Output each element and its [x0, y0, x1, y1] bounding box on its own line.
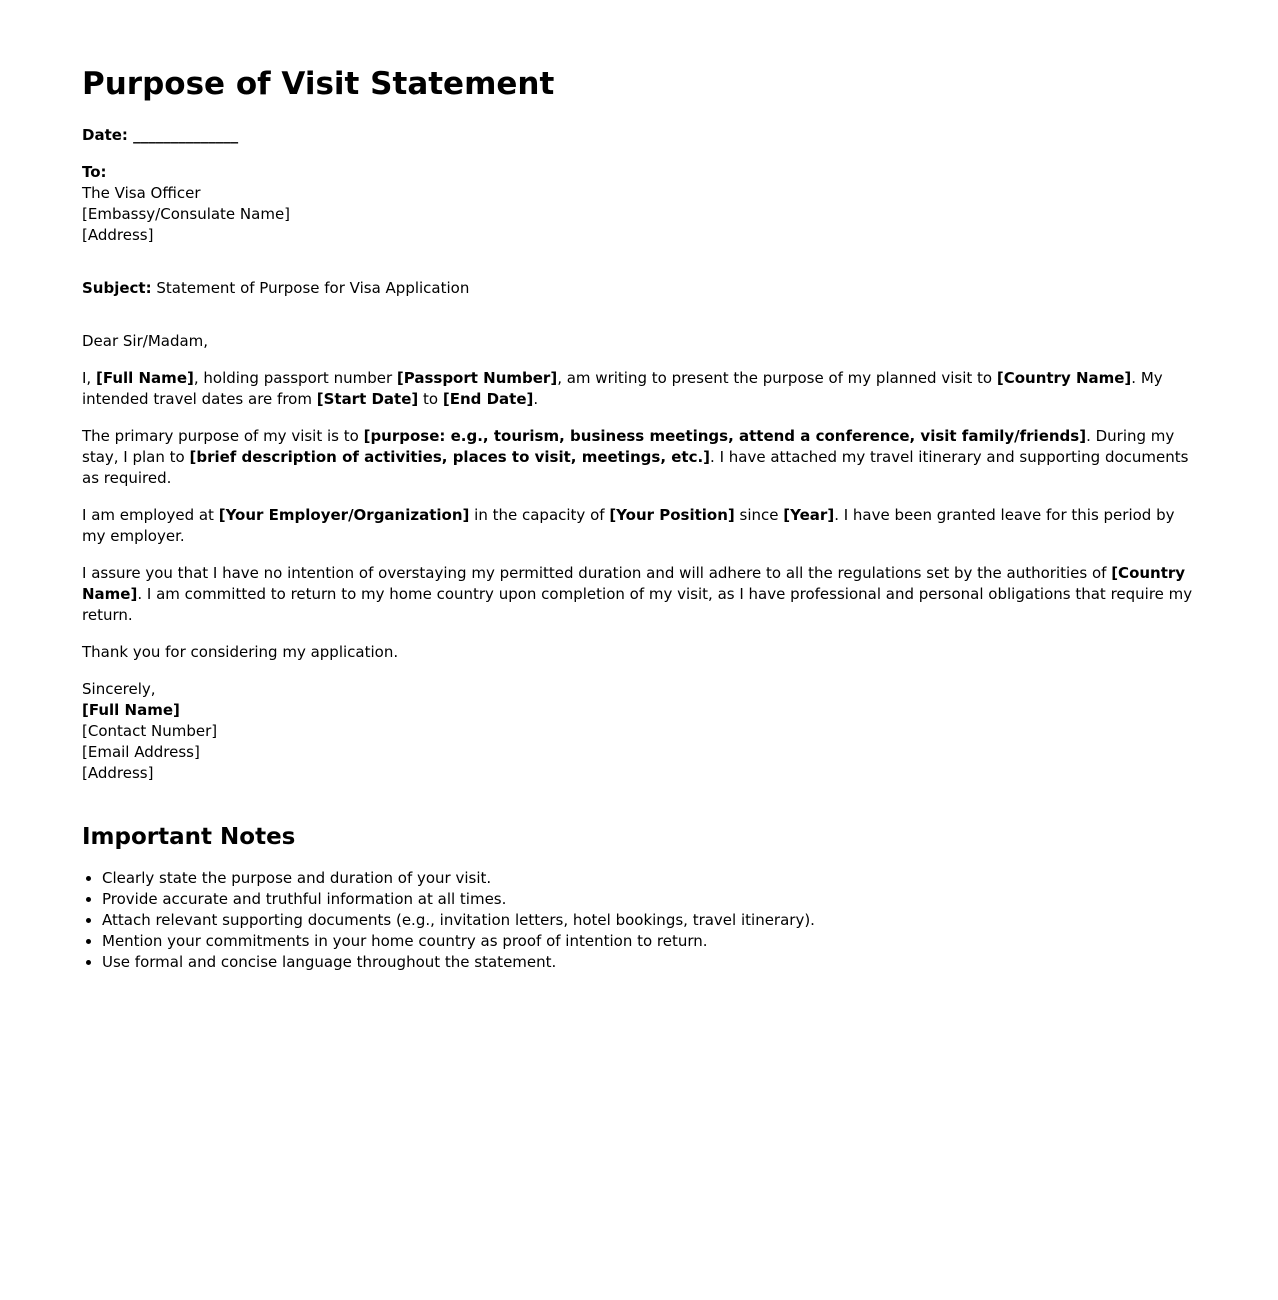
p3-text-2: in the capacity of [469, 506, 610, 524]
list-item: • Provide accurate and truthful information at all times. [102, 889, 1202, 910]
p4-country-name: [Country Name] [82, 564, 1186, 603]
p1-text-1: I, [82, 369, 96, 387]
paragraph-assurance [82, 563, 1202, 626]
subject-line [82, 278, 1202, 299]
recipient-line-address: [Address] [82, 226, 154, 244]
list-item: • Mention your commitments in your home country as proof of intention to return. [102, 931, 1202, 952]
signature-email: [Email Address] [82, 743, 200, 761]
p1-start-date: [Start Date] [316, 390, 419, 408]
p4-text-2: . I am committed to return to my home country upon completion of my visit, as I have professional and personal obligations that require my return. [82, 585, 1193, 624]
p1-text-3: , am writing to present the purpose of my planned visit to [557, 369, 997, 387]
p1-country-name: [Country Name] [996, 369, 1132, 387]
date-blank: ______________ [133, 126, 239, 144]
paragraph-intro [82, 368, 1202, 410]
p3-employer: [Your Employer/Organization] [218, 506, 470, 524]
salutation: Dear Sir/Madam, [82, 332, 209, 350]
p3-position: [Your Position] [609, 506, 735, 524]
p2-purpose: [purpose: e.g., tourism, business meetings, attend a conference, visit family/friends] [363, 427, 1087, 445]
list-item: • Clearly state the purpose and duration of your visit. [102, 868, 1202, 889]
notes-list [82, 868, 1202, 973]
recipient-line-embassy: [Embassy/Consulate Name] [82, 205, 291, 223]
p1-text-6: . [533, 390, 539, 408]
p1-text-5: to [418, 390, 443, 408]
signature-name: [Full Name] [82, 701, 180, 719]
thanks-line: Thank you for considering my application. [82, 643, 399, 661]
p2-text-1: The primary purpose of my visit is to [82, 427, 364, 445]
p2-text-3: . I have attached my travel itinerary and supporting documents as required. [82, 448, 1189, 487]
p2-activities: [brief description of activities, places to visit, meetings, etc.] [189, 448, 711, 466]
paragraph-purpose [82, 426, 1202, 489]
signature-contact: [Contact Number] [82, 722, 218, 740]
signature-closing: Sincerely, [82, 680, 156, 698]
p4-text-1: I assure you that I have no intention of overstaying my permitted duration and will adhere to all the regulations set by the authorities of [82, 564, 1112, 582]
letter-content [82, 64, 1202, 973]
p2-text-2: . During my stay, I plan to [82, 427, 1175, 466]
date-label: Date: [82, 126, 128, 144]
page-title: Purpose of Visit Statement [82, 66, 555, 102]
subject-label: Subject: [82, 279, 152, 297]
subject-text: Statement of Purpose for Visa Application [151, 279, 470, 297]
list-item: • Attach relevant supporting documents (e.g., invitation letters, hotel bookings, travel itinerary). [102, 910, 1202, 931]
p3-text-3: since [734, 506, 784, 524]
notes-heading: Important Notes [82, 824, 296, 850]
date-line [82, 125, 1202, 146]
recipient-label: To: [82, 163, 107, 181]
p3-text-4: . I have been granted leave for this period by my employer. [82, 506, 1175, 545]
signature-block [82, 679, 1202, 784]
p1-passport-number: [Passport Number] [396, 369, 558, 387]
p1-text-2: , holding passport number [193, 369, 397, 387]
p3-text-1: I am employed at [82, 506, 219, 524]
recipient-line-officer: The Visa Officer [82, 184, 201, 202]
p1-text-4: . My intended travel dates are from [82, 369, 1163, 408]
list-item: • Use formal and concise language throughout the statement. [102, 952, 1202, 973]
paragraph-employment [82, 505, 1202, 547]
p1-end-date: [End Date] [442, 390, 534, 408]
p1-full-name: [Full Name] [95, 369, 194, 387]
recipient-block [82, 162, 1202, 246]
signature-address: [Address] [82, 764, 154, 782]
p3-year: [Year] [783, 506, 835, 524]
